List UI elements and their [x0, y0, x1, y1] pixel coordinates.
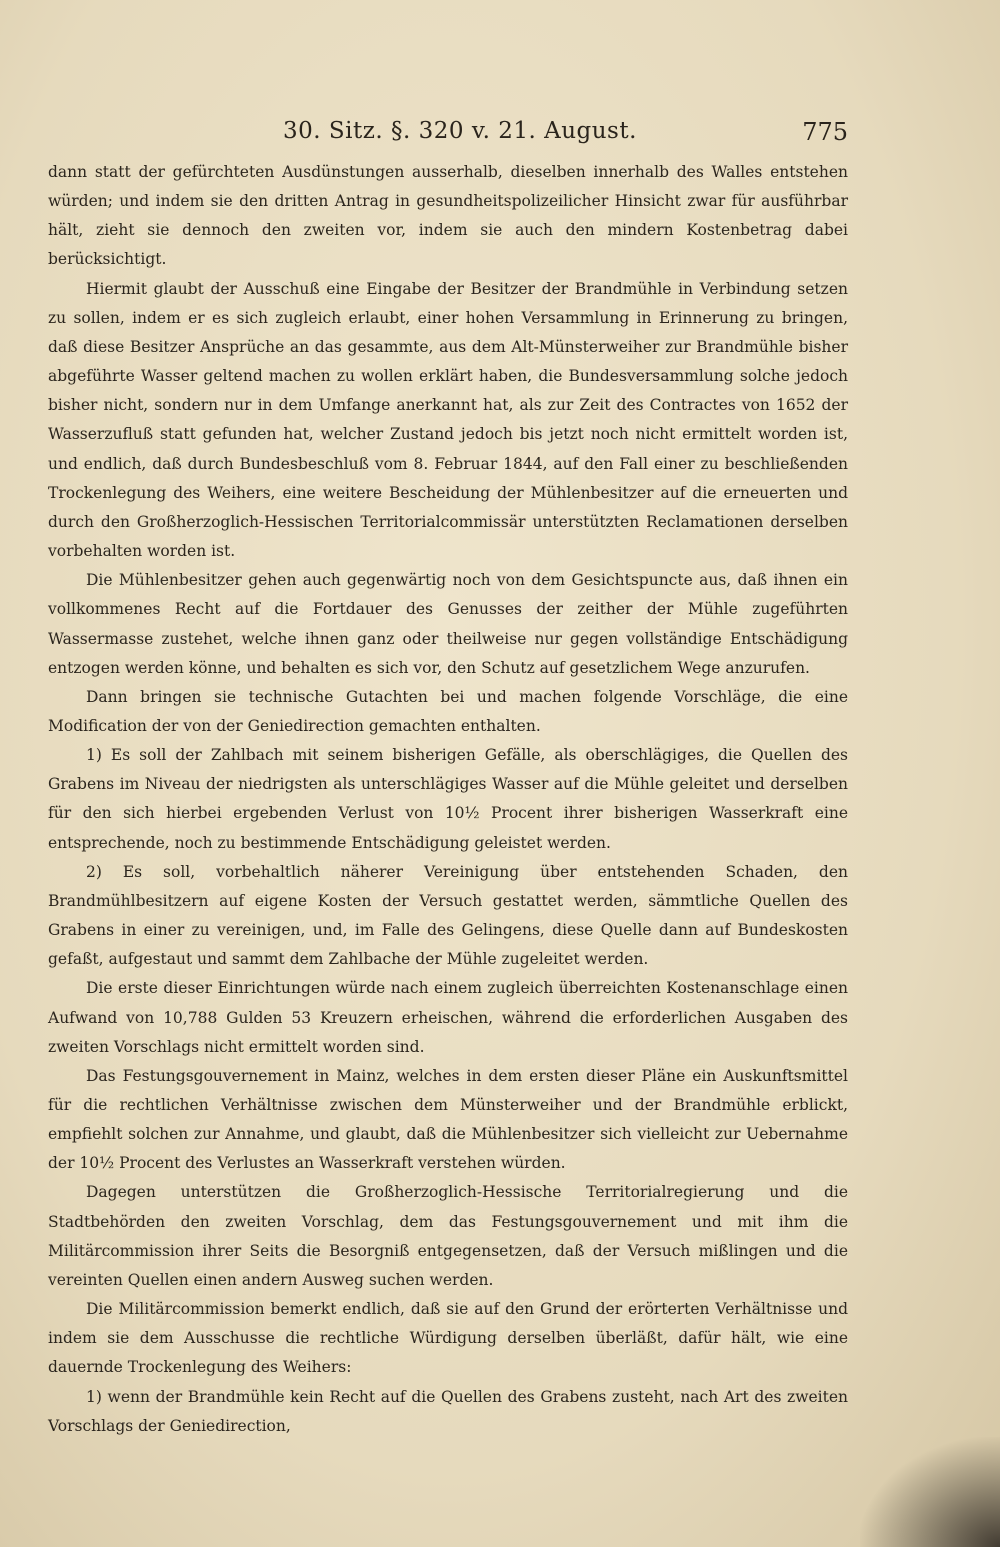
numbered-item: 1) Es soll der Zahlbach mit seinem bisherigen Gefälle, als oberschlägiges, die Quellen des Grabens im Niveau der niedrigsten als unterschlägiges Wasser auf die Mühle geleitet und derselben für den sich hierbei ergebenden Verlust von 10½ Procent ihrer bisherigen Wasserkraft eine entsprechende, noch zu bestimmende Entschädigung geleistet werden.	[48, 746, 848, 852]
page-header	[48, 118, 848, 152]
body-text	[48, 158, 848, 1441]
paragraph: Dagegen unterstützen die Großherzoglich-Hessische Territorialregierung und die Stadtbehörden den zweiten Vorschlag, dem das Festungsgouvernement und mit ihm die Militärcommission ihrer Seits die Besorgniß entgegensetzen, daß der Versuch mißlingen und die vereinten Quellen einen andern Ausweg suchen werden.	[48, 1183, 848, 1289]
page-number: 775	[802, 118, 848, 146]
paragraph: Die erste dieser Einrichtungen würde nach einem zugleich überreichten Kostenanschlage einen Aufwand von 10,788 Gulden 53 Kreuzern erheischen, während die erforderlichen Ausgaben des zweiten Vorschlags nicht ermittelt worden sind.	[48, 979, 848, 1056]
page-corner-shadow	[860, 1437, 1000, 1547]
numbered-item: 1) wenn der Brandmühle kein Recht auf die Quellen des Grabens zusteht, nach Art des zweiten Vorschlags der Geniedirection,	[48, 1387, 848, 1435]
paragraph: Das Festungsgouvernement in Mainz, welches in dem ersten dieser Pläne ein Auskunftsmittel für die rechtlichen Verhältnisse zwischen dem Münsterweiher und der Brandmühle erblickt, empfiehlt solchen zur Annahme, und glaubt, daß die Mühlenbesitzer sich vielleicht zur Uebernahme der 10½ Procent des Verlustes an Wasserkraft verstehen würden.	[48, 1066, 848, 1173]
paragraph: Dann bringen sie technische Gutachten bei und machen folgende Vorschläge, die eine Modification der von der Geniedirection gemachten enthalten.	[48, 687, 848, 735]
paragraph-continuation: dann statt der gefürchteten Ausdünstungen ausserhalb, dieselben innerhalb des Walles entstehen würden; und indem sie den dritten Antrag in gesundheitspolizeilicher Hinsicht zwar für ausführbar hält, zieht sie dennoch den zweiten vor, indem sie auch den mindern Kostenbetrag dabei berücksichtigt.	[48, 163, 848, 269]
running-title: 30. Sitz. §. 320 v. 21. August.	[283, 118, 637, 144]
paragraph: Die Mühlenbesitzer gehen auch gegenwärtig noch von dem Gesichtspuncte aus, daß ihnen ein vollkommenes Recht auf die Fortdauer des Genusses der zeither der Mühle zugeführten Wassermasse zustehet, welche ihnen ganz oder theilweise nur gegen vollständige Entschädigung entzogen werden könne, und behalten es sich vor, den Schutz auf gesetzlichem Wege anzurufen.	[48, 571, 848, 677]
paragraph: Die Militärcommission bemerkt endlich, daß sie auf den Grund der erörterten Verhältnisse und indem sie dem Ausschusse die rechtliche Würdigung derselben überläßt, dafür hält, wie eine dauernde Trockenlegung des Weihers:	[48, 1300, 848, 1377]
numbered-item: 2) Es soll, vorbehaltlich näherer Vereinigung über entstehenden Schaden, den Brandmühlbesitzern auf eigene Kosten der Versuch gestattet werden, sämmtliche Quellen des Grabens in einer zu vereinigen, und, im Falle des Gelingens, diese Quelle dann auf Bundeskosten gefaßt, aufgestaut und sammt dem Zahlbache der Mühle zugeleitet werden.	[48, 862, 848, 969]
paragraph: Hiermit glaubt der Ausschuß eine Eingabe der Besitzer der Brandmühle in Verbindung setzen zu sollen, indem er es sich zugleich erlaubt, einer hohen Versammlung in Erinnerung zu bringen, daß diese Besitzer Ansprüche an das gesammte, aus dem Alt-Münsterweiher zur Brandmühle bisher abgeführte Wasser geltend machen zu wollen erklärt haben, die Bundesversammlung solche jedoch bisher nicht, sondern nur in dem Umfange anerkannt hat, als zur Zeit des Contractes von 1652 der Wasserzufluß statt gefunden hat, welcher Zustand jedoch bis jetzt noch nicht ermittelt worden ist, und endlich, daß durch Bundesbeschluß vom 8. Februar 1844, auf den Fall einer zu beschließenden Trockenlegung des Weihers, eine weitere Bescheidung der Mühlenbesitzer auf die erneuerten und durch den Großherzoglich-Hessischen Territorialcommissär unterstützten Reclamationen derselben vorbehalten worden ist.	[48, 279, 848, 561]
